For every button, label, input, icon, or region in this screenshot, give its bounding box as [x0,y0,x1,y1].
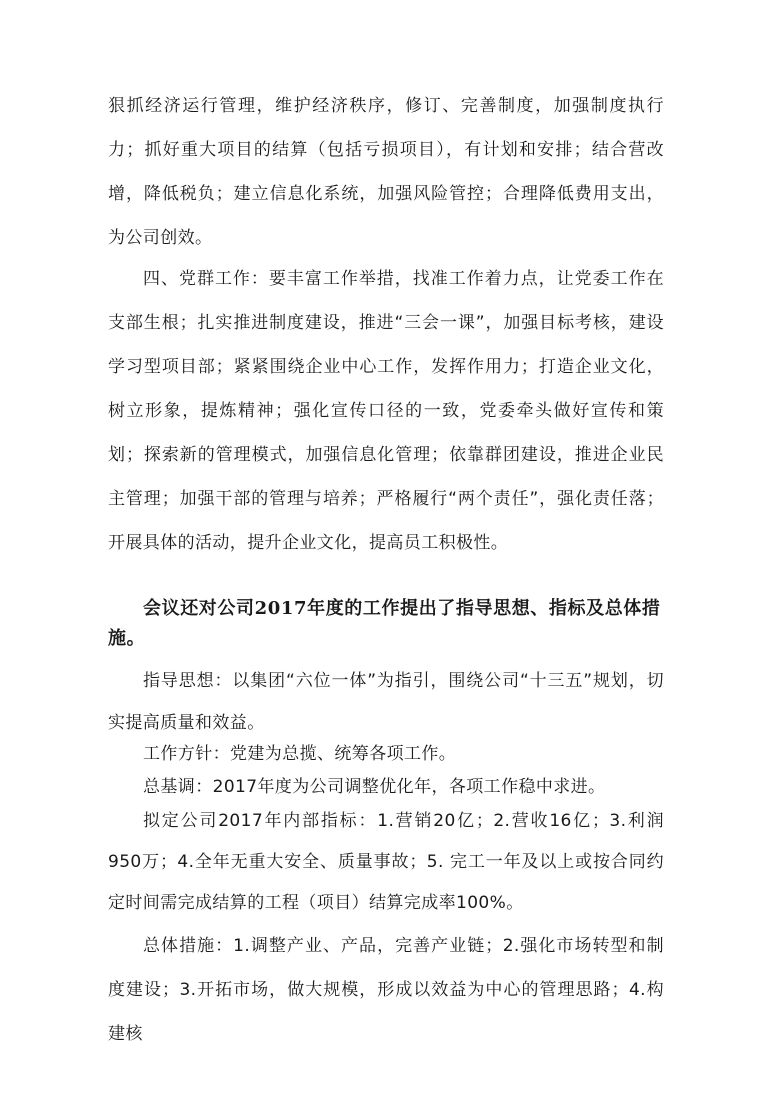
paragraph-party-work: 四、党群工作：要丰富工作举措，找准工作着力点，让党委工作在支部生根；扎实推进制度建设，推进“三会一课”，加强目标考核，建设学习型项目部；紧紧围绕企业中心工作，发挥作用力；打造企业文化，树立形象，提炼精神；强化宣传口径的一致，党委牵头做好宣传和策划；探索新的管理模式，加强信息化管理；依靠群团建设，推进企业民主管理；加强干部的管理与培养；严格履行“两个责任”，强化责任落；开展具体的活动，提升企业文化，提高员工积极性。 [108,269,664,553]
paragraph-internal-targets: 拟定公司2017年内部指标：1.营销20亿；2.营收16亿；3.利润950万；4.全年无重大安全、质量事故；5. 完工一年及以上或按合同约定时间需完成结算的工程（项目）结算完成率100%。 [108,811,664,913]
paragraph-overall-measures: 总体措施：1.调整产业、产品，完善产业链；2.强化市场转型和制度建设；3.开拓市场，做大规模，形成以效益为中心的管理思路；4.构建核 [108,936,664,1044]
paragraph-work-policy: 工作方针：党建为总揽、统筹各项工作。 [143,744,457,764]
paragraph-finance-continuation: 狠抓经济运行管理，维护经济秩序，修订、完善制度，加强制度执行力；抓好重大项目的结算（包括亏损项目），有计划和安排；结合营改增，降低税负；建立信息化系统，加强风险管控；合理降低费用支出，为公司创效。 [108,96,664,248]
paragraph-guiding-thought: 指导思想：以集团“六位一体”为指引，围绕公司“十三五”规划，切实提高质量和效益。 [108,671,664,733]
section-heading-2017: 会议还对公司2017年度的工作提出了指导思想、指标及总体措施。 [108,598,661,649]
paragraph-general-tone: 总基调：2017年度为公司调整优化年，各项工作稳中求进。 [143,777,606,797]
